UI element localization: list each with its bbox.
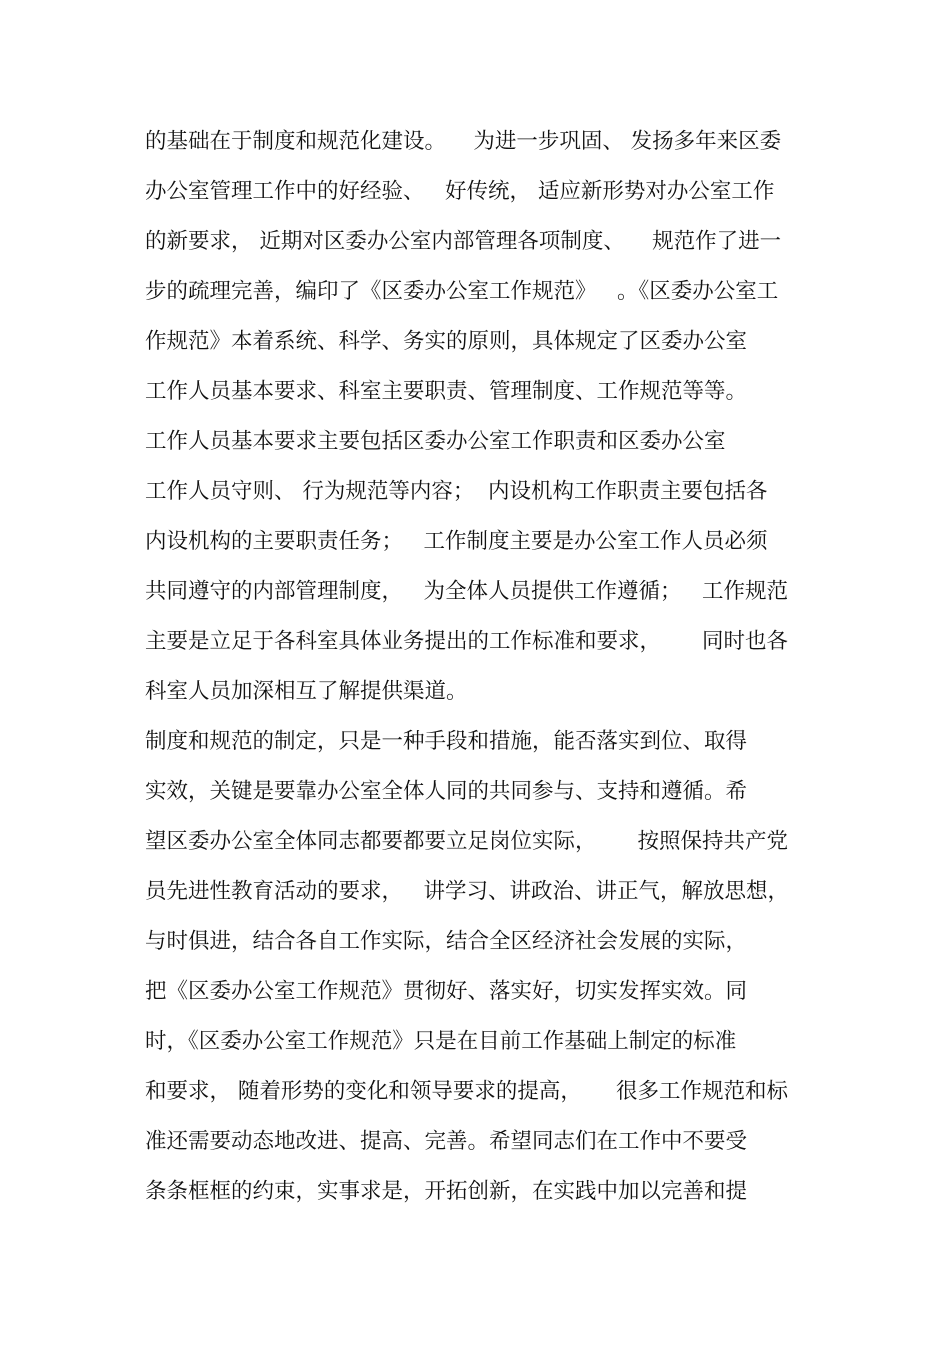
text-line: 主要是立足于各科室具体业务提出的工作标准和要求， 同时也各 — [145, 629, 789, 654]
text-line: 制度和规范的制定，只是一种手段和措施，能否落实到位、取得 — [145, 729, 748, 754]
text-line: 员先进性教育活动的要求， 讲学习、讲政治、讲正气，解放思想， — [145, 879, 790, 904]
text-line: 科室人员加深相互了解提供渠道。 — [145, 679, 468, 704]
text-line: 内设机构的主要职责任务； 工作制度主要是办公室工作人员必须 — [145, 529, 768, 554]
text-line: 工作人员基本要求、科室主要职责、管理制度、工作规范等等。 — [145, 379, 748, 404]
text-line: 望区委办公室全体同志都要都要立足岗位实际， 按照保持共产党 — [145, 829, 789, 854]
text-line: 共同遵守的内部管理制度， 为全体人员提供工作遵循； 工作规范 — [145, 579, 789, 604]
text-line: 步的疏理完善，编印了《区委办公室工作规范》 。《区委办公室工 — [145, 279, 779, 304]
body-text — [145, 124, 825, 1224]
text-line: 作规范》本着系统、科学、务实的原则，具体规定了区委办公室 — [145, 329, 748, 354]
text-line: 时，《区委办公室工作规范》只是在目前工作基础上制定的标准 — [145, 1029, 737, 1054]
text-line: 和要求， 随着形势的变化和领导要求的提高， 很多工作规范和标 — [145, 1079, 789, 1104]
text-line: 的基础在于制度和规范化建设。 为进一步巩固、 发扬多年来区委 — [145, 129, 782, 154]
text-line: 准还需要动态地改进、提高、完善。希望同志们在工作中不要受 — [145, 1129, 748, 1154]
text-line: 与时俱进，结合各自工作实际，结合全区经济社会发展的实际， — [145, 929, 748, 954]
text-line: 办公室管理工作中的好经验、 好传统， 适应新形势对办公室工作 — [145, 179, 775, 204]
text-line: 条条框框的约束，实事求是，开拓创新，在实践中加以完善和提 — [145, 1179, 748, 1204]
text-line: 的新要求， 近期对区委办公室内部管理各项制度、 规范作了进一 — [145, 229, 782, 254]
text-line: 把《区委办公室工作规范》贯彻好、落实好，切实发挥实效。同 — [145, 979, 748, 1004]
text-line: 工作人员守则、 行为规范等内容； 内设机构工作职责主要包括各 — [145, 479, 768, 504]
text-line: 实效，关键是要靠办公室全体人同的共同参与、支持和遵循。希 — [145, 779, 748, 804]
text-line: 工作人员基本要求主要包括区委办公室工作职责和区委办公室 — [145, 429, 726, 454]
